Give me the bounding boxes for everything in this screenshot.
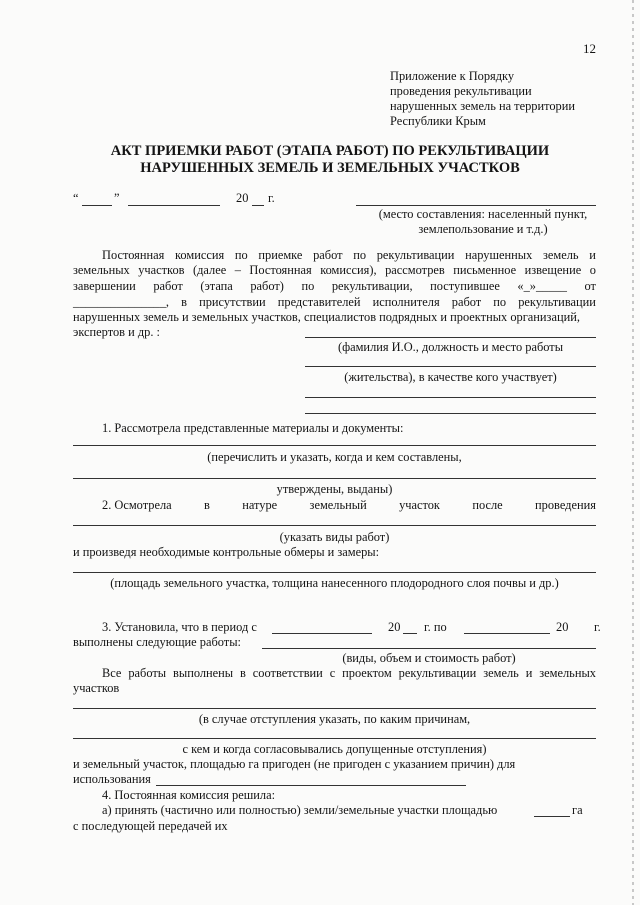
place-hint: (место составления: населенный пункт, bbox=[378, 207, 588, 221]
date-day-blank bbox=[82, 205, 112, 206]
hint-approved: утверждены, выданы) bbox=[276, 482, 393, 496]
word: земельных bbox=[539, 666, 596, 680]
appendix-line: Республики Крым bbox=[390, 114, 486, 128]
date-open-quote: “ bbox=[73, 191, 79, 205]
intro-line-2 bbox=[73, 263, 596, 277]
word: соответствии bbox=[252, 666, 323, 680]
participant-blank bbox=[305, 337, 596, 338]
hint-agreed: с кем и когда согласовывались допущенные отступления) bbox=[182, 742, 487, 756]
word: 2. Осмотрела bbox=[102, 498, 172, 512]
documents-blank bbox=[73, 445, 596, 446]
participant-blank bbox=[305, 366, 596, 367]
word: рекультивации, bbox=[331, 279, 413, 293]
item-4: 4. Постоянная комиссия решила: bbox=[102, 788, 276, 802]
word: проектом bbox=[342, 666, 392, 680]
hint-list: (перечислить и указать, когда и кем составлены, bbox=[207, 450, 462, 464]
works-blank bbox=[262, 648, 596, 649]
word: работы bbox=[128, 666, 167, 680]
word: нарушенных bbox=[465, 248, 533, 262]
page-number: 12 bbox=[583, 41, 596, 56]
hint-residence: (жительства), в качестве кого участвует) bbox=[344, 370, 557, 384]
item-3-year: 20 bbox=[388, 620, 401, 634]
word: работ) bbox=[250, 279, 284, 293]
date-close-quote: ” bbox=[114, 191, 120, 205]
hint-deviation: (в случае отступления указать, по каким причинам, bbox=[198, 712, 471, 726]
item-3-to: г. по bbox=[424, 620, 447, 634]
word: «_»_____ bbox=[517, 279, 567, 293]
date-month-blank bbox=[128, 205, 220, 206]
item-3-continued: выполнены следующие работы: bbox=[73, 635, 241, 649]
document-title: АКТ ПРИЕМКИ РАБОТ (ЭТАПА РАБОТ) ПО РЕКУЛЬТИВАЦИИ bbox=[110, 143, 550, 159]
word: (далее bbox=[192, 263, 227, 277]
item-2 bbox=[102, 498, 596, 512]
word: работ bbox=[153, 279, 183, 293]
deviation-blank bbox=[73, 738, 596, 739]
word: по bbox=[493, 295, 507, 309]
period-end-blank bbox=[464, 633, 550, 634]
documents-blank bbox=[73, 478, 596, 479]
appendix-line: нарушенных земель на территории bbox=[390, 99, 576, 113]
word: комиссия), bbox=[320, 263, 377, 277]
hint-work-types: (указать виды работ) bbox=[279, 530, 390, 544]
all-work-line bbox=[102, 666, 596, 680]
word: и bbox=[589, 248, 596, 262]
word: Все bbox=[102, 666, 122, 680]
word: выполнены bbox=[173, 666, 234, 680]
word: рекультивации bbox=[398, 666, 477, 680]
participant-blank bbox=[305, 413, 596, 414]
word: _______________, bbox=[73, 295, 170, 309]
deviation-blank bbox=[73, 708, 596, 709]
word: работ bbox=[451, 295, 482, 309]
word: комиссия bbox=[175, 248, 225, 262]
word: завершении bbox=[73, 279, 136, 293]
word: и bbox=[525, 666, 533, 680]
word: рекультивации bbox=[376, 248, 455, 262]
word: в bbox=[240, 666, 246, 680]
date-year-blank bbox=[252, 205, 264, 206]
word: по bbox=[301, 279, 315, 293]
date-year: 20 bbox=[236, 191, 249, 205]
area-blank bbox=[73, 572, 596, 573]
all-work-continued: участков bbox=[73, 681, 120, 695]
area-ha-blank bbox=[534, 816, 570, 817]
usage-blank bbox=[156, 785, 466, 786]
word: приемке bbox=[258, 248, 303, 262]
word: в bbox=[181, 295, 187, 309]
word: по bbox=[234, 248, 248, 262]
work-types-blank bbox=[73, 525, 596, 526]
word: от bbox=[584, 279, 596, 293]
period-start-blank bbox=[272, 633, 372, 634]
usage: использования bbox=[73, 772, 151, 786]
word: Постоянная bbox=[249, 263, 312, 277]
word: после bbox=[472, 498, 503, 512]
word: земель bbox=[542, 248, 579, 262]
word: исполнителя bbox=[372, 295, 440, 309]
word: письменное bbox=[453, 263, 517, 277]
date-suffix: г. bbox=[268, 191, 275, 205]
word: натуре bbox=[242, 498, 278, 512]
scan-edge bbox=[632, 0, 634, 905]
word: по bbox=[353, 248, 367, 262]
hint-area: (площадь земельного участка, толщина нанесенного плодородного слоя почвы и др.) bbox=[110, 576, 559, 590]
word: (этапа bbox=[200, 279, 233, 293]
word: с bbox=[329, 666, 336, 680]
word: земельных bbox=[73, 263, 130, 277]
word: извещение bbox=[524, 263, 582, 277]
word: рекультивации bbox=[518, 295, 596, 309]
place-blank bbox=[356, 205, 596, 206]
document-title: НАРУШЕННЫХ ЗЕМЕЛЬ И ЗЕМЕЛЬНЫХ УЧАСТКОВ bbox=[140, 160, 520, 176]
item-4a-unit: га bbox=[572, 803, 583, 817]
word: поступившее bbox=[430, 279, 500, 293]
word: земельный bbox=[309, 498, 367, 512]
item-3-year-2: 20 bbox=[556, 620, 569, 634]
land-plot: и земельный участок, площадью га пригоден (не пригоден с указанием причин) для bbox=[73, 757, 516, 771]
item-2-continued: и произведя необходимые контрольные обмеры и замеры: bbox=[73, 545, 380, 559]
intro-line-5: нарушенных земель и земельных участков, специалистов подрядных и проектных организаций, bbox=[73, 310, 580, 324]
word: участок bbox=[399, 498, 440, 512]
appendix-line: Приложение к Порядку bbox=[390, 69, 515, 83]
word: в bbox=[204, 498, 210, 512]
word: Постоянная bbox=[102, 248, 165, 262]
place-hint: землепользование и т.д.) bbox=[418, 222, 548, 236]
word: земель bbox=[483, 666, 519, 680]
word: проведения bbox=[535, 498, 596, 512]
item-3-end: г. bbox=[594, 620, 601, 634]
hint-cost: (виды, объем и стоимость работ) bbox=[342, 651, 516, 665]
word: присутствии bbox=[199, 295, 266, 309]
intro-line-4 bbox=[73, 295, 596, 309]
word: – bbox=[234, 263, 241, 277]
period-year-blank bbox=[403, 633, 417, 634]
word: работ bbox=[313, 248, 343, 262]
hint-fio: (фамилия И.О., должность и место работы bbox=[337, 340, 564, 354]
intro-line-1 bbox=[102, 248, 596, 262]
word: участков bbox=[138, 263, 185, 277]
word: представителей bbox=[277, 295, 361, 309]
item-1: 1. Рассмотрела представленные материалы и документы: bbox=[102, 421, 404, 435]
intro-line-3 bbox=[73, 279, 596, 293]
item-3: 3. Установила, что в период с bbox=[102, 620, 257, 634]
word: рассмотрев bbox=[385, 263, 445, 277]
appendix-line: проведения рекультивации bbox=[390, 84, 532, 98]
intro-line-6: экспертов и др. : bbox=[73, 325, 160, 339]
participant-blank bbox=[305, 397, 596, 398]
item-4a-continued: с последующей передачей их bbox=[73, 819, 228, 833]
word: о bbox=[589, 263, 596, 277]
item-4a: а) принять (частично или полностью) земли/земельные участки площадью bbox=[102, 803, 498, 817]
